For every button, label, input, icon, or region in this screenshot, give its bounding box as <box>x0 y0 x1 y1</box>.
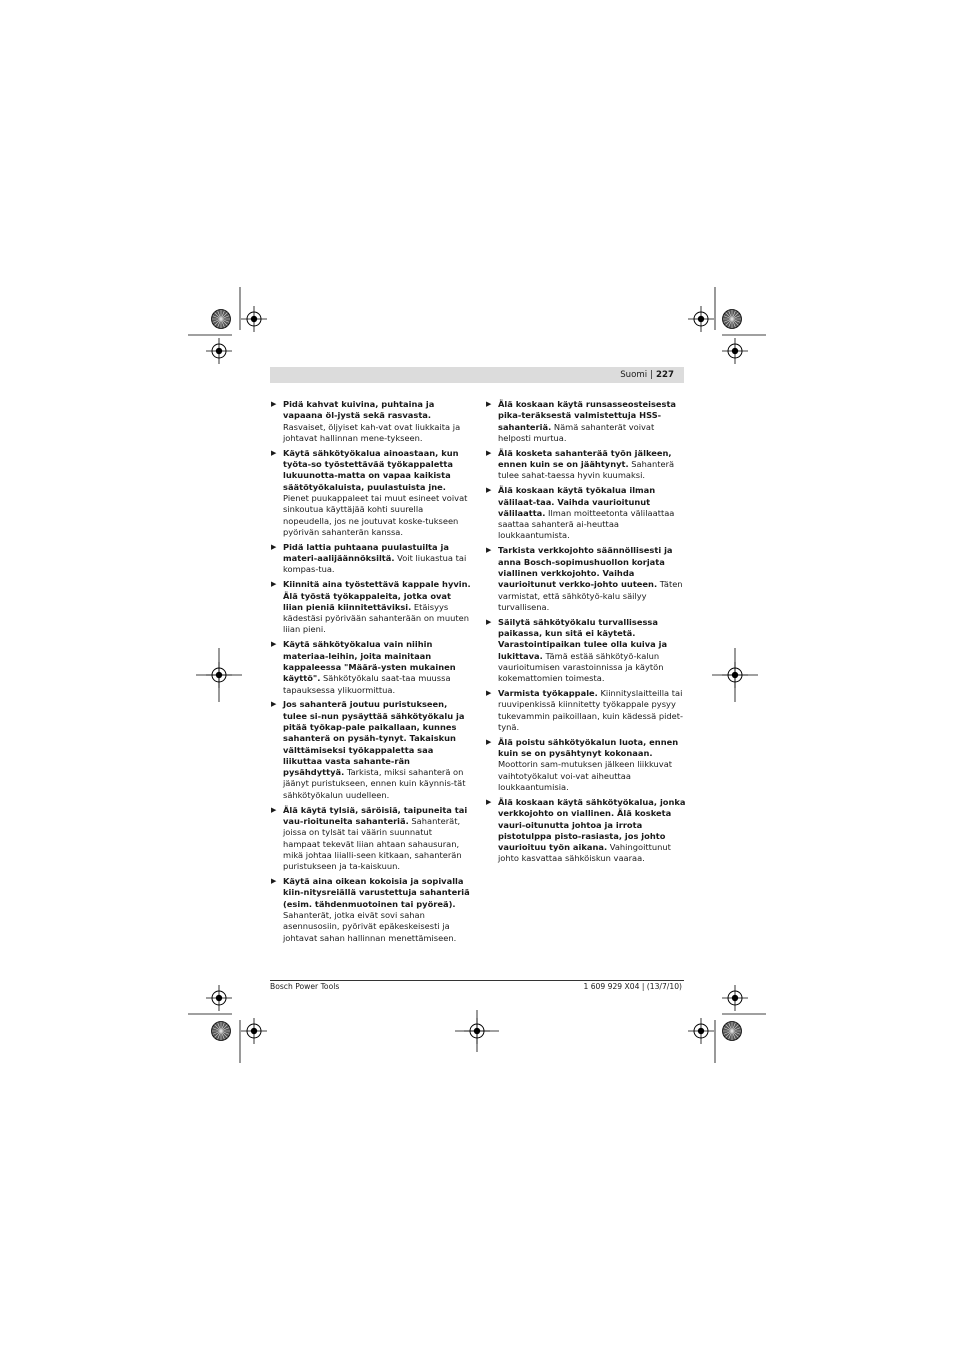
safety-instruction <box>486 448 686 482</box>
instruction-text: Tarkista, miksi sahanterä on jäänyt puristukseen, ennen kuin käynnis-tät sähkötyökalun uudelleen. <box>283 767 466 800</box>
safety-instruction <box>486 617 686 685</box>
safety-instruction <box>271 805 471 873</box>
side-mark-right <box>712 648 758 702</box>
instruction-text: Voit liukastua tai kompas-tua. <box>283 553 467 575</box>
footer-doc-code: 1 609 929 X04 | (13/7/10) <box>583 982 682 991</box>
instruction-heading: Kiinnitä aina työstettävä kappale hyvin. Älä työstä työkappaleita, jotka ovat liian pieniä kiinnitettäviksi. <box>283 579 471 612</box>
instruction-text: Sahanterät, joissa on tylsät tai väärin suunnatut hampaat tekevät liian ahtaan sahausuran, mikä johtaa liialli-seen kitkaan, sahanterän puristukseen ja ta-kaiskuun. <box>283 815 462 872</box>
instruction-heading: Älä kosketa sahanterää työn jälkeen, ennen kuin se on jäähtynyt. <box>498 447 672 470</box>
safety-instruction <box>486 545 686 613</box>
instruction-text: Pienet puukappaleet tai muut esineet voivat sinkoutua käyttäjää kohti suurella nopeudella, jos ne joutuvat koske-tukseen pyörivän sahanterän kanssa. <box>283 492 468 537</box>
bullet-arrow-icon: ▶ <box>486 448 492 457</box>
safety-instruction <box>486 797 686 865</box>
bullet-arrow-icon: ▶ <box>271 448 277 457</box>
footer-brand: Bosch Power Tools <box>270 982 340 991</box>
safety-instruction <box>271 399 471 444</box>
bullet-arrow-icon: ▶ <box>486 797 492 806</box>
safety-instruction <box>486 688 686 733</box>
safety-instruction <box>271 542 471 576</box>
bullet-arrow-icon: ▶ <box>486 546 492 555</box>
instruction-text: Rasvaiset, öljyiset kah-vat ovat liukkaita ja johtavat hallinnan mene-tykseen. <box>283 421 461 443</box>
crop-mark-bottom-right <box>688 985 766 1063</box>
bullet-arrow-icon: ▶ <box>271 640 277 649</box>
safety-instruction <box>271 448 471 538</box>
instruction-heading: Käytä aina oikean kokoisia ja sopivalla kiin-nitysreiällä varustettuja sahanteriä (esim. tähdenmuotoinen tai pyöreä). <box>283 876 470 909</box>
instruction-text: Etäisyys kädestäsi pyörivään sahanterään on muuten liian pieni. <box>283 601 470 635</box>
instruction-text: Sähkötyökalu saat-taa muussa tapauksessa ylikuormittua. <box>283 673 451 695</box>
instruction-heading: Jos sahanterä joutuu puristukseen, tulee si-nun pysäyttää sähkötyökalu ja pitää työkap-pale paikallaan, kunnes sahanterä on pysäh-tynyt. Takaiskun välttämiseksi työkappaletta saa liikuttaa vasta sahante-rän pysähdyttyä. <box>283 699 465 778</box>
header-language: Suomi <box>620 370 648 380</box>
instruction-text: Vahingoittunut johto kasvattaa sähköiskun vaaraa. <box>498 842 671 864</box>
safety-instruction <box>486 485 686 541</box>
instruction-heading: Älä koskaan käytä sähkötyökalua, jonka verkkojohto on viallinen. Älä kosketa vauri-oitunutta johtoa ja irrota pistotulppa pisto-rasiasta, jos johto vaurioituu työn aikana. <box>498 796 686 853</box>
bullet-arrow-icon: ▶ <box>271 580 277 589</box>
instruction-heading: Pidä lattia puhtaana puulastuilta ja materi-aalijäännöksiltä. <box>283 541 449 564</box>
instruction-text: Täten varmistat, että sähkötyö-kalu säilyy turvallisena. <box>498 579 683 612</box>
bullet-arrow-icon: ▶ <box>486 689 492 698</box>
bullet-arrow-icon: ▶ <box>486 400 492 408</box>
instruction-heading: Tarkista verkkojohto säännöllisesti ja anna Bosch-sopimushuollon korjata viallinen verkkojohto. Vaihda vaurioitunut verkko-johto uuteen. <box>498 545 673 590</box>
bullet-arrow-icon: ▶ <box>271 877 277 886</box>
bullet-arrow-icon: ▶ <box>271 700 277 709</box>
bullet-arrow-icon: ▶ <box>271 400 277 408</box>
instruction-text: Moottorin sam-mutuksen jälkeen liikkuvat vaihtotyökalut voi-vat aiheuttaa loukkaantumisia. <box>498 759 673 793</box>
instruction-heading: Älä käytä tylsiä, säröisiä, taipuneita tai vau-rioituneita sahanteriä. <box>283 804 468 826</box>
safety-instruction <box>271 639 471 695</box>
safety-instruction <box>486 737 686 793</box>
instruction-heading: Käytä sähkötyökalua vain niihin materiaa-leihin, joita mainitaan kappaleessa "Määrä-ysten mukainen käyttö". <box>283 639 456 684</box>
safety-instruction <box>271 876 471 944</box>
page-number: 227 <box>656 370 674 380</box>
bullet-arrow-icon: ▶ <box>271 542 277 551</box>
safety-instruction <box>271 699 471 801</box>
bullet-arrow-icon: ▶ <box>271 805 277 814</box>
instruction-text: Kiinnityslaitteilla tai ruuvipenkissä kiinnitetty työkappale pysyy tukevammin paikoillaan, kuin kädessä pidet-tynä. <box>498 688 684 732</box>
instruction-text: Sahanterät, jotka eivät sovi sahan asennusosiin, pyörivät epäkeskeisesti ja johtavat sahan hallinnan menettämiseen. <box>283 909 457 943</box>
instruction-heading: Säilytä sähkötyökalu turvallisessa paikassa, kun sitä ei käytetä. Varastointipaikan tulee olla kuiva ja lukittava. <box>498 616 668 661</box>
instruction-heading: Varmista työkappale. <box>498 688 598 699</box>
instruction-text: Sahanterä tulee sahat-taessa hyvin kuumaksi. <box>498 459 675 481</box>
instruction-heading: Käytä sähkötyökalua ainoastaan, kun työta-so työstettävää työkappaletta lukuunotta-matta on vapaa kaikista säätötyökaluista, puulastuista jne. <box>283 447 459 492</box>
right-column <box>486 399 686 868</box>
safety-instruction <box>486 399 686 444</box>
page-header <box>270 367 684 383</box>
crop-mark-top-right <box>688 287 766 364</box>
instruction-heading: Älä poistu sähkötyökalun luota, ennen kuin se on pysähtynyt kokonaan. <box>498 736 679 759</box>
crop-mark-bottom-left <box>188 985 267 1063</box>
bottom-center-mark <box>455 1010 499 1052</box>
instruction-heading: Älä koskaan käytä työkalua ilman välilaat-taa. Vaihda vaurioitunut välilaatta. <box>498 485 656 518</box>
bullet-arrow-icon: ▶ <box>486 486 492 495</box>
instruction-text: Nämä sahanterät voivat helposti murtua. <box>498 421 655 443</box>
bullet-arrow-icon: ▶ <box>486 617 492 626</box>
header-text <box>620 369 674 381</box>
safety-instruction <box>271 579 471 635</box>
side-mark-left <box>196 648 242 702</box>
footer-rule <box>270 980 684 981</box>
crop-mark-top-left <box>188 287 267 364</box>
left-column <box>271 399 471 947</box>
bullet-arrow-icon: ▶ <box>486 737 492 746</box>
instruction-text: Ilman moitteetonta välilaattaa saattaa sahanterä ai-heuttaa loukkaantumista. <box>498 507 675 541</box>
instruction-heading: Älä koskaan käytä runsasseosteisesta pika-teräksestä valmistettuja HSS-sahanteriä. <box>498 399 677 432</box>
instruction-text: Tämä estää sähkötyö-kalun vaurioitumisen varastoinnissa ja käytön kokemattomien toimesta. <box>498 650 664 684</box>
instruction-heading: Pidä kahvat kuivina, puhtaina ja vapaana öl-jystä sekä rasvasta. <box>283 399 435 421</box>
header-separator: | <box>650 370 654 380</box>
